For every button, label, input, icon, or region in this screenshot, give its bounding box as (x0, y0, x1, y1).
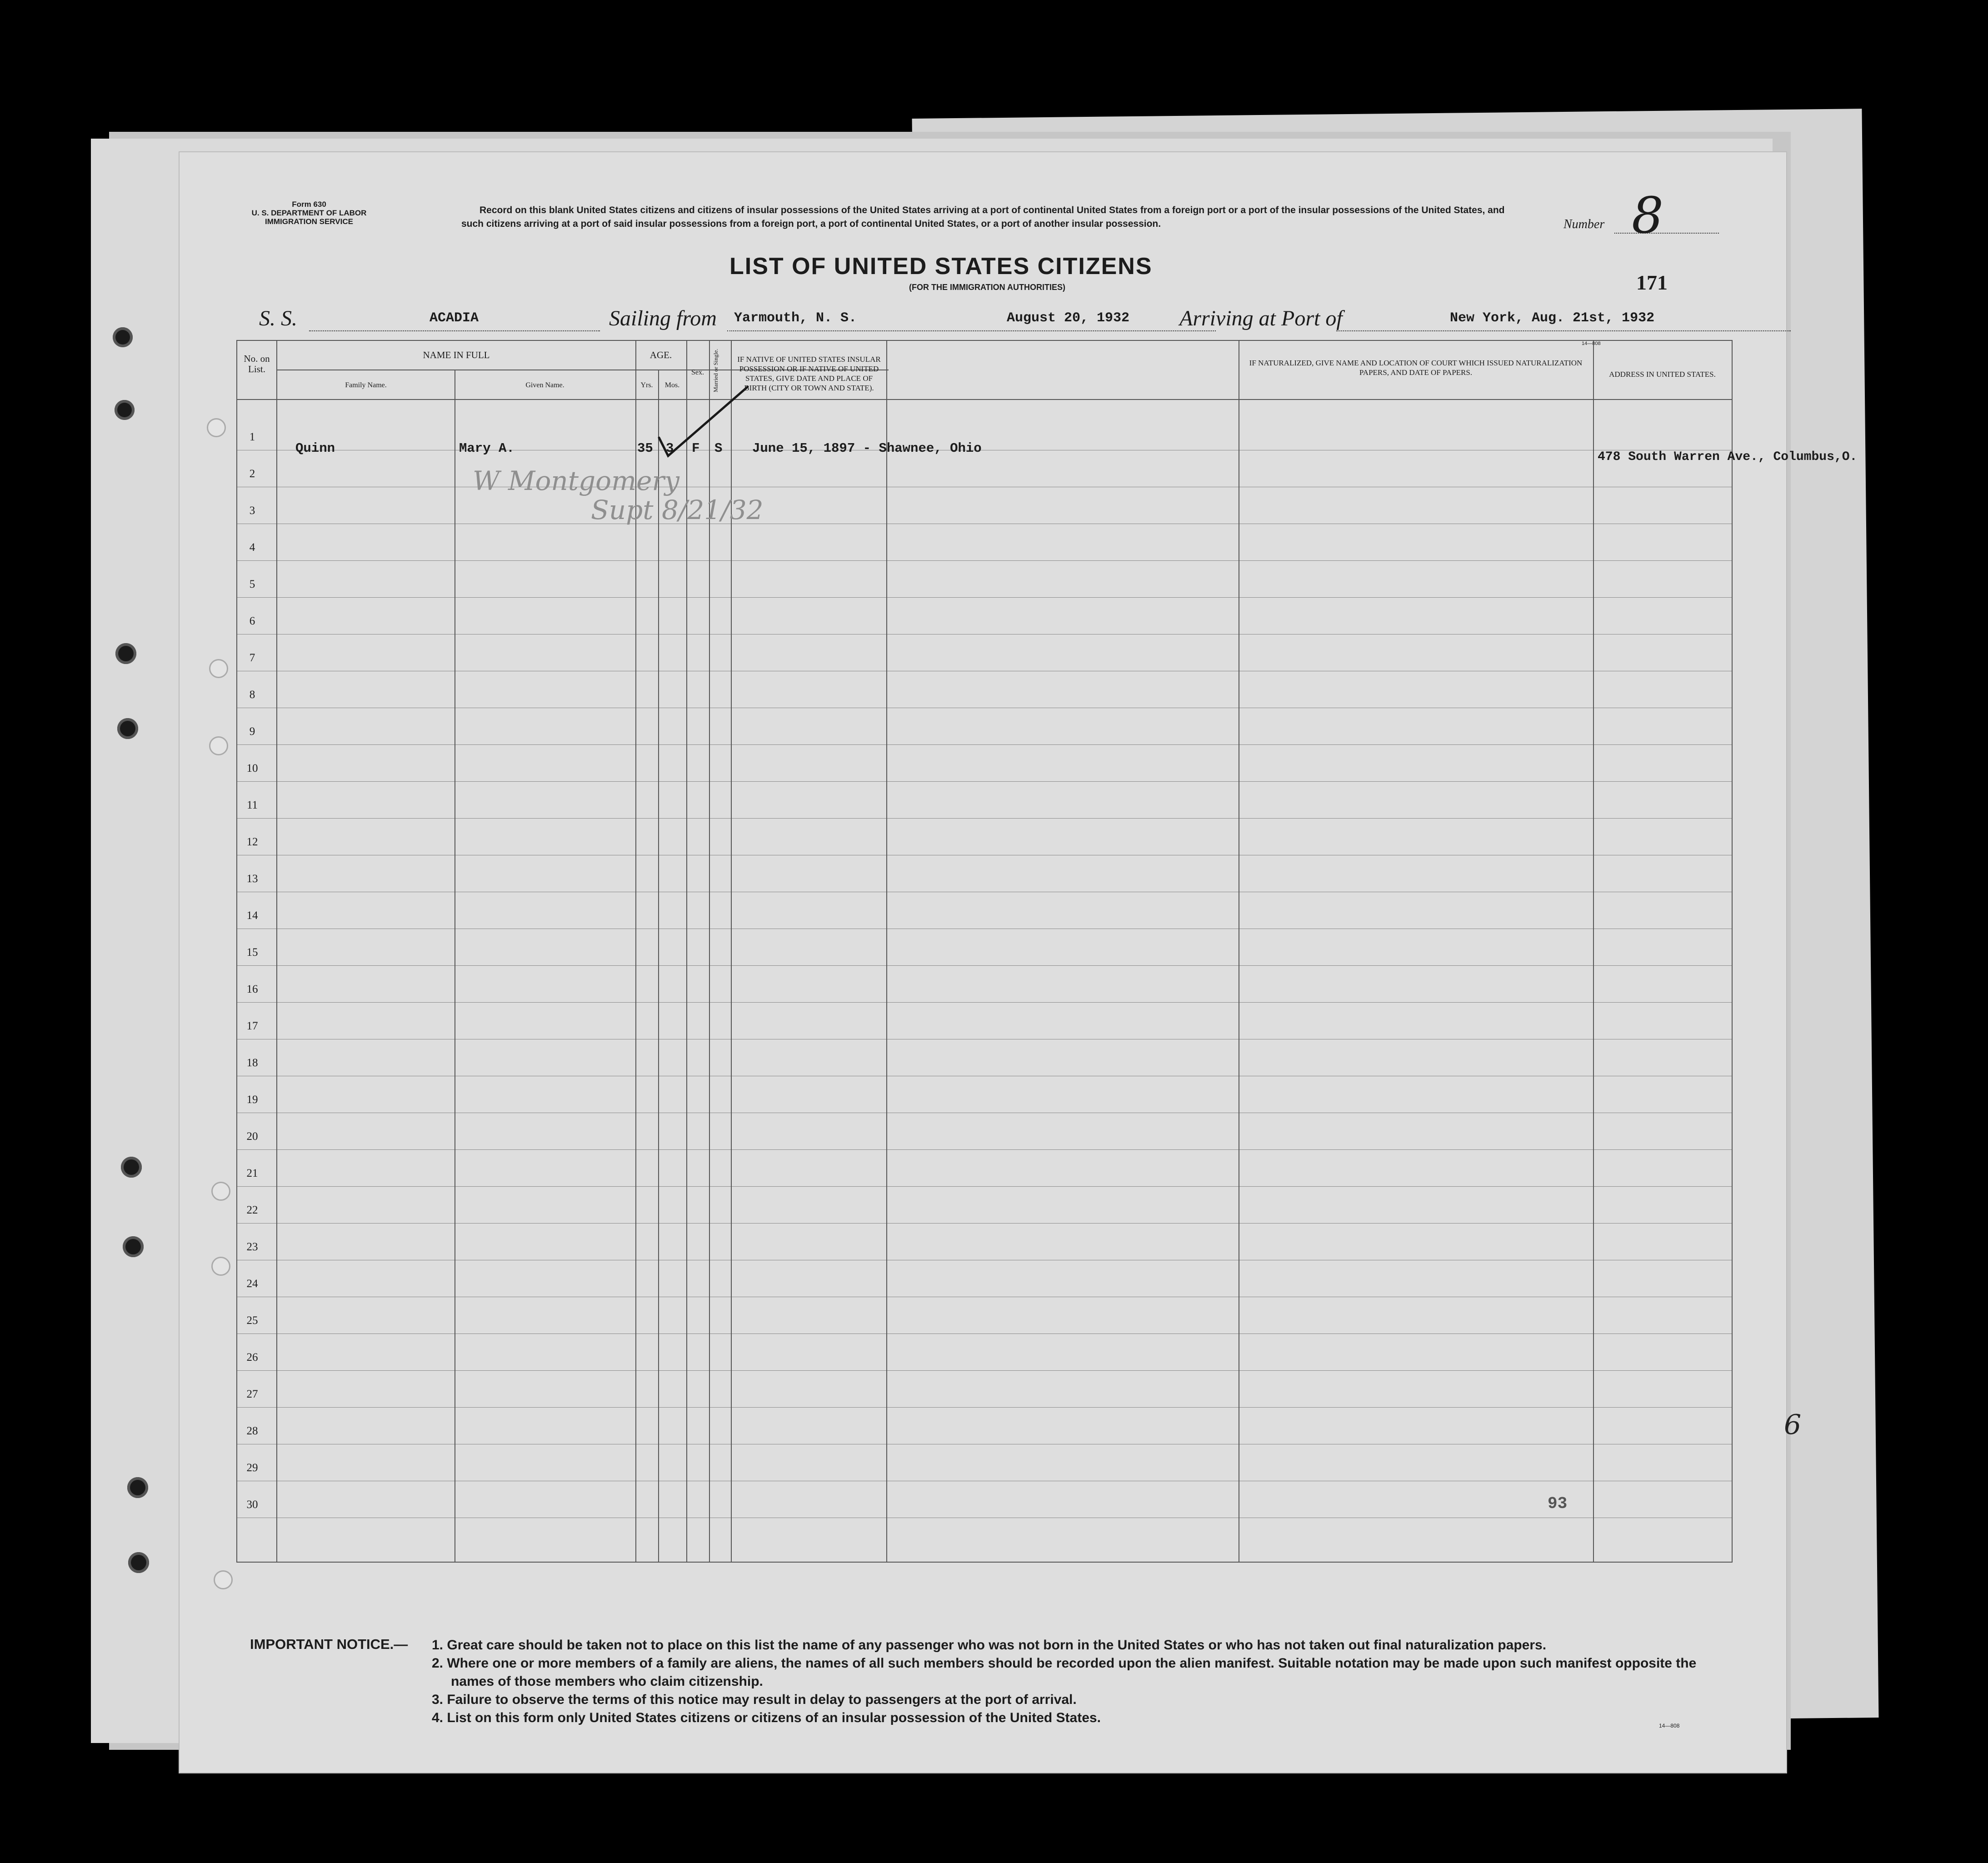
notice-item-2: 2. Where one or more members of a family are aliens, the names of all such members should be recorded upon the alien manifest. Suitable notation may be made upon such manifest opposite the names of those members who claim citizenship. (432, 1656, 1697, 1689)
row-rule (236, 560, 1732, 561)
row-number: 22 (246, 1204, 258, 1216)
row-number: 1 (249, 431, 255, 443)
form-number: Form 630 (292, 200, 326, 209)
row-rule (236, 1407, 1732, 1408)
notice-item-4: 4. List on this form only United States citizens or citizens of an insular possession of the United States. (432, 1710, 1101, 1725)
row-number: 30 (246, 1498, 258, 1511)
check-mark-icon (654, 383, 754, 460)
row-rule (236, 1186, 1732, 1187)
header-sex: Sex. (691, 369, 704, 376)
notice-items (432, 1636, 1709, 1727)
row-rule (236, 597, 1732, 598)
row-rule (236, 781, 1732, 782)
record-instruction: Record on this blank United States citizens and citizens of insular possessions of the United States arriving at a port of continental United States from a foreign port or a port of the insular possessions of the United States, and such citizens arriving at a port of said insular possessions from a foreign port, a port of continental United States, or a port of another insular possession. (461, 205, 1505, 229)
binder-hole-icon (127, 1477, 148, 1498)
form-department-block (236, 200, 382, 226)
handwritten-signature (473, 466, 764, 524)
sheet-hole-icon (209, 659, 228, 678)
sailing-date: August 20, 1932 (1007, 310, 1130, 326)
page-title: LIST OF UNITED STATES CITIZENS (729, 253, 1153, 280)
signature-line-2: Supt 8/21/32 (591, 494, 764, 525)
row-number: 20 (246, 1130, 258, 1143)
header-yrs: Yrs. (640, 381, 653, 389)
row-number: 7 (249, 652, 255, 664)
header-naturalized: IF NATURALIZED, GIVE NAME AND LOCATION OF COURT WHICH ISSUED NATURALIZATION PAPERS, AND DATE OF PAPERS. (1249, 359, 1583, 377)
age-months-cell: 3 (666, 441, 674, 456)
row-number: 14 (246, 909, 258, 922)
row-number: 10 (246, 762, 258, 774)
sheet-hole-icon (211, 1257, 230, 1276)
margin-mark: 6 (1784, 1409, 1802, 1441)
row-number: 4 (249, 541, 255, 554)
number-value: 8 (1632, 186, 1663, 245)
header-no: No. on List. (244, 353, 270, 375)
sex-cell: F (692, 441, 700, 456)
notice-label: IMPORTANT NOTICE.— (250, 1636, 408, 1652)
row-number: 6 (249, 615, 255, 627)
row-rule (236, 744, 1732, 745)
row-number: 12 (246, 836, 258, 848)
header-birth: IF NATIVE OF UNITED STATES INSULAR POSSESSION OR IF NATIVE OF UNITED STATES, GIVE DATE AND PLACE OF BIRTH (CITY OR TOWN AND STATE). (737, 355, 881, 392)
given-name-cell: Mary A. (459, 441, 514, 456)
page-number: 171 (1636, 271, 1668, 294)
binder-hole-icon (115, 643, 136, 664)
row-number: 25 (246, 1314, 258, 1327)
row-number: 2 (249, 468, 255, 480)
row-rule (236, 1149, 1732, 1150)
passenger-table (236, 340, 1858, 1563)
binder-hole-icon (113, 327, 133, 347)
notice-item-3: 3. Failure to observe the terms of this notice may result in delay to passengers at the port of arrival. (432, 1692, 1077, 1707)
address-cell: 478 South Warren Ave., Columbus,O. (1598, 450, 1858, 464)
row-rule (236, 1223, 1732, 1224)
row-number: 9 (249, 725, 255, 738)
binder-hole-icon (117, 718, 138, 739)
header-age: AGE. (649, 350, 672, 360)
row-rule (236, 1002, 1732, 1003)
printer-code: 14—808 (1582, 341, 1601, 346)
row-number: 19 (246, 1094, 258, 1106)
row-number: 5 (249, 578, 255, 590)
row-number: 16 (246, 983, 258, 995)
row-number: 8 (249, 689, 255, 701)
sheet-hole-icon (214, 1570, 233, 1589)
row-number: 3 (249, 504, 255, 517)
row-number: 15 (246, 946, 258, 959)
page-subtitle: (FOR THE IMMIGRATION AUTHORITIES) (909, 283, 1065, 292)
married-cell: S (714, 441, 723, 456)
number-label: Number (1563, 217, 1605, 231)
row-number: 21 (246, 1167, 258, 1179)
number-field (1563, 186, 1713, 245)
sailing-label: Sailing from (609, 306, 717, 330)
row-number: 17 (246, 1020, 258, 1032)
header-mos: Mos. (664, 381, 680, 389)
binder-hole-icon (121, 1157, 142, 1178)
birth-cell: June 15, 1897 - Shawnee, Ohio (752, 441, 982, 456)
sailing-port: Yarmouth, N. S. (734, 310, 857, 326)
binder-hole-icon (115, 400, 135, 420)
notice-item-1: 1. Great care should be taken not to place on this list the name of any passenger who was not born in the United States or who has not taken out final naturalization papers. (432, 1638, 1547, 1653)
department-name: U. S. DEPARTMENT OF LABOR (251, 209, 367, 217)
service-name: IMMIGRATION SERVICE (265, 217, 353, 226)
row-number: 11 (246, 799, 258, 811)
row-number: 26 (246, 1351, 258, 1364)
row-rule (236, 1370, 1732, 1371)
row-number: 13 (246, 873, 258, 885)
row-number: 18 (246, 1057, 258, 1069)
sheet-hole-icon (209, 736, 228, 755)
family-name-cell: Quinn (295, 441, 335, 456)
arrival-port-date: New York, Aug. 21st, 1932 (1450, 310, 1655, 326)
bottom-code: 14—808 (1659, 1723, 1680, 1729)
row-rule (236, 965, 1732, 966)
sheet-hole-icon (207, 418, 226, 437)
row-rule (236, 818, 1732, 819)
sheet-count: 93 (1548, 1494, 1568, 1513)
row-number: 27 (246, 1388, 258, 1400)
header-family-name: Family Name. (345, 381, 387, 389)
row-number: 28 (246, 1425, 258, 1437)
binder-hole-icon (128, 1552, 149, 1573)
header-married: Married or Single. (712, 349, 719, 392)
row-number: 29 (246, 1462, 258, 1474)
arriving-label: Arriving at Port of (1179, 306, 1343, 330)
header-name-in-full: NAME IN FULL (423, 350, 490, 360)
ship-name: ACADIA (430, 310, 479, 326)
age-years-cell: 35 (637, 441, 653, 456)
row-number: 24 (246, 1278, 258, 1290)
header-address: ADDRESS IN UNITED STATES. (1609, 370, 1716, 379)
row-number: 23 (246, 1241, 258, 1253)
binder-hole-icon (123, 1236, 144, 1257)
header-given-name: Given Name. (525, 381, 564, 389)
signature-line-1: W Montgomery (473, 465, 679, 496)
voyage-line (255, 302, 1750, 339)
ss-label: S. S. (259, 306, 297, 330)
sheet-hole-icon (211, 1182, 230, 1201)
